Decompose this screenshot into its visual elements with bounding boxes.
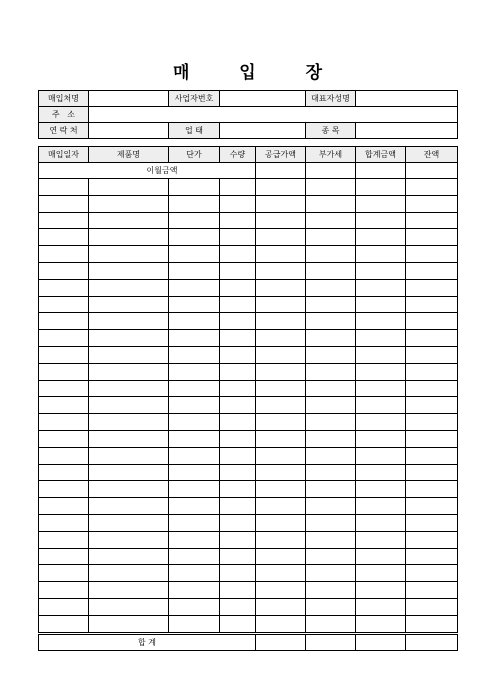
carry-over-label: 이월금액 [39, 163, 256, 179]
cell-supply-value[interactable] [256, 481, 306, 498]
cell-total[interactable] [356, 279, 406, 296]
business-type-field[interactable] [220, 123, 306, 139]
cell-quantity[interactable] [220, 296, 256, 313]
cell-unit-price[interactable] [169, 262, 220, 279]
cell-quantity[interactable] [220, 229, 256, 246]
col-header-total: 합계금액 [356, 147, 406, 163]
cell-product[interactable] [89, 548, 169, 565]
cell-product[interactable] [89, 380, 169, 397]
cell-product[interactable] [89, 498, 169, 515]
cell-balance[interactable] [406, 313, 458, 330]
cell-vat[interactable] [306, 363, 356, 380]
cell-date[interactable] [39, 179, 89, 196]
cell-supply-value[interactable] [256, 548, 306, 565]
cell-supply-value[interactable] [256, 598, 306, 615]
cell-product[interactable] [89, 430, 169, 447]
cell-date[interactable] [39, 363, 89, 380]
cell-supply-value[interactable] [256, 531, 306, 548]
cell-total[interactable] [356, 380, 406, 397]
cell-balance[interactable] [406, 195, 458, 212]
cell-product[interactable] [89, 229, 169, 246]
cell-balance[interactable] [406, 531, 458, 548]
cell-supply-value[interactable] [256, 565, 306, 582]
table-row [39, 397, 458, 414]
cell-quantity[interactable] [220, 464, 256, 481]
cell-balance[interactable] [406, 346, 458, 363]
total-balance[interactable] [406, 633, 458, 650]
cell-supply-value[interactable] [256, 380, 306, 397]
cell-supply-value[interactable] [256, 229, 306, 246]
cell-date[interactable] [39, 296, 89, 313]
cell-vat[interactable] [306, 262, 356, 279]
cell-product[interactable] [89, 582, 169, 599]
cell-unit-price[interactable] [169, 380, 220, 397]
cell-total[interactable] [356, 430, 406, 447]
table-row [39, 531, 458, 548]
cell-vat[interactable] [306, 246, 356, 263]
cell-product[interactable] [89, 179, 169, 196]
cell-quantity[interactable] [220, 262, 256, 279]
cell-quantity[interactable] [220, 582, 256, 599]
cell-unit-price[interactable] [169, 531, 220, 548]
cell-vat[interactable] [306, 330, 356, 347]
ledger-header-row [39, 147, 458, 163]
cell-vat[interactable] [306, 498, 356, 515]
cell-supply-value[interactable] [256, 212, 306, 229]
cell-vat[interactable] [306, 514, 356, 531]
cell-unit-price[interactable] [169, 330, 220, 347]
cell-quantity[interactable] [220, 279, 256, 296]
carry-over-total[interactable] [356, 163, 406, 179]
carry-over-vat[interactable] [306, 163, 356, 179]
carry-over-balance[interactable] [406, 163, 458, 179]
cell-quantity[interactable] [220, 212, 256, 229]
business-number-field[interactable] [220, 91, 306, 107]
cell-balance[interactable] [406, 296, 458, 313]
info-row-contact [39, 123, 458, 139]
cell-unit-price[interactable] [169, 498, 220, 515]
table-row [39, 363, 458, 380]
cell-total[interactable] [356, 246, 406, 263]
cell-balance[interactable] [406, 615, 458, 633]
col-header-quantity: 수량 [220, 147, 256, 163]
cell-vat[interactable] [306, 548, 356, 565]
table-row [39, 464, 458, 481]
total-vat[interactable] [306, 633, 356, 650]
table-row [39, 246, 458, 263]
cell-total[interactable] [356, 582, 406, 599]
cell-unit-price[interactable] [169, 548, 220, 565]
cell-date[interactable] [39, 548, 89, 565]
cell-unit-price[interactable] [169, 447, 220, 464]
cell-unit-price[interactable] [169, 212, 220, 229]
cell-quantity[interactable] [220, 430, 256, 447]
cell-supply-value[interactable] [256, 262, 306, 279]
table-row [39, 481, 458, 498]
cell-vat[interactable] [306, 615, 356, 633]
cell-vat[interactable] [306, 598, 356, 615]
cell-balance[interactable] [406, 447, 458, 464]
cell-quantity[interactable] [220, 380, 256, 397]
cell-total[interactable] [356, 531, 406, 548]
cell-supply-value[interactable] [256, 313, 306, 330]
cell-balance[interactable] [406, 481, 458, 498]
page-title: 매 입 장 [172, 63, 345, 83]
table-row [39, 598, 458, 615]
carry-over-row [39, 163, 458, 179]
cell-quantity[interactable] [220, 514, 256, 531]
cell-vat[interactable] [306, 531, 356, 548]
cell-date[interactable] [39, 346, 89, 363]
cell-quantity[interactable] [220, 179, 256, 196]
cell-balance[interactable] [406, 397, 458, 414]
cell-product[interactable] [89, 195, 169, 212]
cell-date[interactable] [39, 212, 89, 229]
cell-total[interactable] [356, 447, 406, 464]
table-row [39, 330, 458, 347]
cell-product[interactable] [89, 598, 169, 615]
table-row [39, 195, 458, 212]
col-header-supply-value: 공급가액 [256, 147, 306, 163]
cell-unit-price[interactable] [169, 346, 220, 363]
cell-supply-value[interactable] [256, 363, 306, 380]
cell-vat[interactable] [306, 279, 356, 296]
cell-product[interactable] [89, 313, 169, 330]
contact-label: 연 락 처 [39, 123, 89, 139]
cell-balance[interactable] [406, 246, 458, 263]
cell-supply-value[interactable] [256, 179, 306, 196]
cell-product[interactable] [89, 565, 169, 582]
cell-vat[interactable] [306, 447, 356, 464]
table-row [39, 313, 458, 330]
cell-balance[interactable] [406, 582, 458, 599]
cell-quantity[interactable] [220, 346, 256, 363]
table-row [39, 262, 458, 279]
cell-date[interactable] [39, 246, 89, 263]
cell-date[interactable] [39, 313, 89, 330]
cell-vat[interactable] [306, 346, 356, 363]
cell-date[interactable] [39, 615, 89, 633]
cell-vat[interactable] [306, 296, 356, 313]
cell-total[interactable] [356, 179, 406, 196]
cell-vat[interactable] [306, 582, 356, 599]
cell-unit-price[interactable] [169, 481, 220, 498]
cell-total[interactable] [356, 414, 406, 431]
cell-unit-price[interactable] [169, 313, 220, 330]
cell-vat[interactable] [306, 464, 356, 481]
col-header-unit-price: 단가 [169, 147, 220, 163]
cell-balance[interactable] [406, 430, 458, 447]
cell-vat[interactable] [306, 212, 356, 229]
cell-balance[interactable] [406, 380, 458, 397]
cell-supply-value[interactable] [256, 447, 306, 464]
table-row [39, 498, 458, 515]
cell-quantity[interactable] [220, 246, 256, 263]
cell-unit-price[interactable] [169, 582, 220, 599]
cell-product[interactable] [89, 464, 169, 481]
cell-supply-value[interactable] [256, 279, 306, 296]
total-amount[interactable] [356, 633, 406, 650]
cell-unit-price[interactable] [169, 514, 220, 531]
cell-total[interactable] [356, 548, 406, 565]
cell-vat[interactable] [306, 195, 356, 212]
table-row [39, 279, 458, 296]
cell-total[interactable] [356, 346, 406, 363]
cell-balance[interactable] [406, 514, 458, 531]
cell-balance[interactable] [406, 330, 458, 347]
cell-total[interactable] [356, 330, 406, 347]
supplier-name-field[interactable] [89, 91, 169, 107]
cell-date[interactable] [39, 565, 89, 582]
cell-quantity[interactable] [220, 397, 256, 414]
cell-product[interactable] [89, 246, 169, 263]
cell-date[interactable] [39, 447, 89, 464]
table-row [39, 229, 458, 246]
purchase-ledger-table [38, 146, 458, 651]
cell-balance[interactable] [406, 279, 458, 296]
cell-total[interactable] [356, 313, 406, 330]
cell-vat[interactable] [306, 481, 356, 498]
cell-date[interactable] [39, 262, 89, 279]
cell-supply-value[interactable] [256, 414, 306, 431]
cell-date[interactable] [39, 279, 89, 296]
cell-unit-price[interactable] [169, 397, 220, 414]
cell-date[interactable] [39, 464, 89, 481]
cell-product[interactable] [89, 330, 169, 347]
cell-vat[interactable] [306, 430, 356, 447]
cell-date[interactable] [39, 582, 89, 599]
cell-balance[interactable] [406, 262, 458, 279]
cell-supply-value[interactable] [256, 615, 306, 633]
cell-unit-price[interactable] [169, 430, 220, 447]
cell-unit-price[interactable] [169, 598, 220, 615]
address-label: 주 소 [39, 107, 89, 123]
business-type-label: 업 태 [169, 123, 220, 139]
business-category-field[interactable] [356, 123, 458, 139]
cell-date[interactable] [39, 380, 89, 397]
col-header-date: 매입일자 [39, 147, 89, 163]
cell-total[interactable] [356, 397, 406, 414]
cell-balance[interactable] [406, 179, 458, 196]
cell-supply-value[interactable] [256, 397, 306, 414]
cell-unit-price[interactable] [169, 615, 220, 633]
cell-quantity[interactable] [220, 481, 256, 498]
cell-balance[interactable] [406, 598, 458, 615]
info-row-address [39, 107, 458, 123]
table-row [39, 414, 458, 431]
cell-balance[interactable] [406, 363, 458, 380]
cell-product[interactable] [89, 212, 169, 229]
cell-total[interactable] [356, 229, 406, 246]
cell-total[interactable] [356, 615, 406, 633]
table-row [39, 615, 458, 633]
table-row [39, 430, 458, 447]
cell-balance[interactable] [406, 498, 458, 515]
cell-date[interactable] [39, 531, 89, 548]
cell-total[interactable] [356, 481, 406, 498]
cell-supply-value[interactable] [256, 330, 306, 347]
table-row [39, 296, 458, 313]
supplier-name-label: 매입처명 [39, 91, 89, 107]
cell-date[interactable] [39, 514, 89, 531]
table-row [39, 582, 458, 599]
cell-supply-value[interactable] [256, 464, 306, 481]
cell-product[interactable] [89, 615, 169, 633]
cell-balance[interactable] [406, 212, 458, 229]
cell-product[interactable] [89, 279, 169, 296]
cell-balance[interactable] [406, 464, 458, 481]
cell-quantity[interactable] [220, 447, 256, 464]
cell-unit-price[interactable] [169, 414, 220, 431]
address-field[interactable] [89, 107, 458, 123]
table-row [39, 380, 458, 397]
table-row [39, 565, 458, 582]
cell-quantity[interactable] [220, 548, 256, 565]
cell-balance[interactable] [406, 229, 458, 246]
table-row [39, 179, 458, 196]
table-row [39, 447, 458, 464]
cell-date[interactable] [39, 330, 89, 347]
cell-total[interactable] [356, 598, 406, 615]
cell-unit-price[interactable] [169, 229, 220, 246]
cell-quantity[interactable] [220, 330, 256, 347]
cell-date[interactable] [39, 414, 89, 431]
table-row [39, 514, 458, 531]
cell-quantity[interactable] [220, 498, 256, 515]
cell-product[interactable] [89, 262, 169, 279]
supplier-info-table [38, 90, 458, 139]
cell-product[interactable] [89, 447, 169, 464]
total-supply[interactable] [256, 633, 306, 650]
cell-date[interactable] [39, 229, 89, 246]
total-row [39, 633, 458, 650]
cell-product[interactable] [89, 514, 169, 531]
carry-over-supply[interactable] [256, 163, 306, 179]
cell-supply-value[interactable] [256, 514, 306, 531]
cell-quantity[interactable] [220, 598, 256, 615]
cell-unit-price[interactable] [169, 179, 220, 196]
cell-date[interactable] [39, 430, 89, 447]
cell-quantity[interactable] [220, 313, 256, 330]
cell-vat[interactable] [306, 229, 356, 246]
cell-total[interactable] [356, 363, 406, 380]
cell-vat[interactable] [306, 179, 356, 196]
cell-quantity[interactable] [220, 565, 256, 582]
cell-unit-price[interactable] [169, 565, 220, 582]
cell-unit-price[interactable] [169, 279, 220, 296]
business-category-label: 종 목 [306, 123, 356, 139]
cell-date[interactable] [39, 481, 89, 498]
cell-vat[interactable] [306, 565, 356, 582]
cell-total[interactable] [356, 212, 406, 229]
cell-unit-price[interactable] [169, 195, 220, 212]
cell-total[interactable] [356, 514, 406, 531]
cell-vat[interactable] [306, 397, 356, 414]
cell-supply-value[interactable] [256, 195, 306, 212]
business-number-label: 사업자번호 [169, 91, 220, 107]
cell-balance[interactable] [406, 565, 458, 582]
cell-vat[interactable] [306, 313, 356, 330]
cell-product[interactable] [89, 414, 169, 431]
cell-total[interactable] [356, 464, 406, 481]
table-row [39, 548, 458, 565]
cell-total[interactable] [356, 498, 406, 515]
table-row [39, 346, 458, 363]
col-header-product: 제품명 [89, 147, 169, 163]
cell-quantity[interactable] [220, 363, 256, 380]
cell-unit-price[interactable] [169, 464, 220, 481]
representative-field[interactable] [356, 91, 458, 107]
cell-total[interactable] [356, 565, 406, 582]
cell-product[interactable] [89, 296, 169, 313]
cell-date[interactable] [39, 598, 89, 615]
cell-quantity[interactable] [220, 195, 256, 212]
cell-product[interactable] [89, 363, 169, 380]
cell-quantity[interactable] [220, 615, 256, 633]
cell-date[interactable] [39, 195, 89, 212]
info-row-supplier [39, 91, 458, 107]
table-row [39, 212, 458, 229]
cell-balance[interactable] [406, 414, 458, 431]
cell-quantity[interactable] [220, 531, 256, 548]
cell-vat[interactable] [306, 380, 356, 397]
cell-supply-value[interactable] [256, 346, 306, 363]
cell-date[interactable] [39, 397, 89, 414]
cell-total[interactable] [356, 195, 406, 212]
cell-date[interactable] [39, 498, 89, 515]
cell-supply-value[interactable] [256, 430, 306, 447]
col-header-balance: 잔액 [406, 147, 458, 163]
cell-product[interactable] [89, 531, 169, 548]
cell-product[interactable] [89, 397, 169, 414]
cell-product[interactable] [89, 346, 169, 363]
cell-product[interactable] [89, 481, 169, 498]
representative-label: 대표자성명 [306, 91, 356, 107]
cell-unit-price[interactable] [169, 246, 220, 263]
cell-supply-value[interactable] [256, 498, 306, 515]
cell-supply-value[interactable] [256, 246, 306, 263]
total-label: 합 계 [39, 633, 256, 650]
cell-supply-value[interactable] [256, 582, 306, 599]
cell-unit-price[interactable] [169, 296, 220, 313]
cell-quantity[interactable] [220, 414, 256, 431]
contact-field[interactable] [89, 123, 169, 139]
cell-total[interactable] [356, 296, 406, 313]
cell-total[interactable] [356, 262, 406, 279]
cell-supply-value[interactable] [256, 296, 306, 313]
cell-unit-price[interactable] [169, 363, 220, 380]
cell-vat[interactable] [306, 414, 356, 431]
cell-balance[interactable] [406, 548, 458, 565]
col-header-vat: 부가세 [306, 147, 356, 163]
